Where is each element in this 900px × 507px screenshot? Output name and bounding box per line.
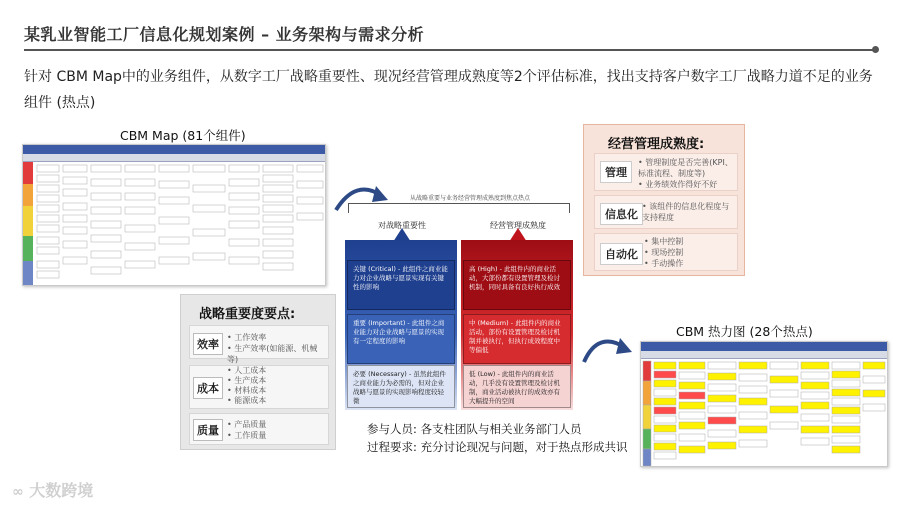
heatmap-thumbnail [640, 341, 888, 467]
matrix-left-head: 对战略重要性 [378, 221, 426, 230]
strategy-item: 人工成本 [234, 366, 267, 375]
maturity-item: 该组件的信息化程度与支持程度 [642, 202, 730, 222]
maturity-items-automation: • 集中控制 • 现场控制 • 手动操作 [644, 237, 684, 268]
matrix-cell-important: 重要 (Important) - 此组件之商业能力对企业战略与愿景的实现有一定程度的影响 [347, 314, 455, 364]
strategy-label-efficiency: 效率 [193, 333, 223, 355]
page-title: 某乳业智能工厂信息化规划案例 – 业务架构与需求分析 [24, 25, 425, 44]
cbm-map-grid [23, 145, 326, 286]
heatmap-grid [641, 342, 888, 467]
process-notes [367, 420, 628, 456]
maturity-label-management: 管理 [600, 161, 632, 183]
maturity-item: 业务绩效作得好不好 [645, 180, 718, 189]
maturity-heading: 经营管理成熟度: [608, 137, 705, 152]
strategy-label-cost: 成本 [193, 377, 223, 399]
cbm-map-thumbnail [22, 144, 326, 286]
cbm-map-title: CBM Map (81个组件) [120, 128, 246, 143]
participants-note: 参与人员: 各支柱团队与相关业务部门人员 [367, 422, 582, 436]
matrix-cell-low: 低 (Low) - 此组件内的商业活动，几乎没有设置管理及检讨机制，商业活动被执行的成效亦有大幅提升的空间 [463, 365, 571, 408]
strategy-items-efficiency: • 工作效率 • 生产效率(如能源、机械等) [227, 333, 318, 364]
watermark-logo: ∞ 大数跨境 [12, 481, 94, 500]
maturity-item: 手动操作 [651, 259, 684, 268]
strategy-label-quality: 质量 [193, 419, 223, 441]
maturity-label-automation: 自动化 [600, 243, 643, 265]
watermark-text: 大数跨境 [29, 481, 94, 500]
matrix-right-head: 经营管理成熟度 [490, 221, 546, 230]
matrix-caption: 从战略重要与业务经营管理成熟度到焦点热点 [409, 195, 530, 202]
strategy-items-quality: • 产品质量 • 工作质量 [227, 420, 267, 440]
maturity-item: 管理制度是否完善(KPI、标准流程、制度等) [638, 158, 733, 178]
strategy-item: 生产成本 [234, 376, 267, 385]
strategy-items-cost: • 人工成本 • 生产成本 • 材料成本 • 能源成本 [227, 366, 267, 405]
strategy-item: 产品质量 [234, 420, 267, 429]
maturity-items-management: • 管理制度是否完善(KPI、标准流程、制度等) • 业务绩效作得好不好 [638, 158, 733, 189]
intro-text: 针对 CBM Map中的业务组件，从数字工厂战略重要性、现况经营管理成熟度等2个评估标准，找出支持客户数字工厂战略力道不足的业务组件 (热点) [24, 69, 873, 111]
strategy-item: 工作效率 [234, 333, 267, 342]
maturity-item: 集中控制 [651, 237, 684, 246]
heatmap-title: CBM 热力图 (28个热点) [676, 324, 813, 339]
matrix-cell-medium: 中 (Medium) - 此组件内的商业活动，部份有设置管理及检讨机制并被执行，但执行成效程度中等偏低 [463, 314, 571, 364]
title-divider [24, 49, 876, 51]
maturity-label-it: 信息化 [600, 203, 643, 225]
strategy-item: 材料成本 [234, 386, 267, 395]
matrix-cell-necessary: 必要 (Necessary) - 虽然此组件之商业能力为必需的，但对企业战略与愿景的实现影响程度较轻微 [347, 365, 455, 408]
strategy-heading: 战略重要度要点: [199, 307, 296, 322]
maturity-panel [583, 124, 745, 276]
strategy-panel [180, 294, 336, 450]
matrix-cell-critical: 关键 (Critical) - 此组件之商业能力对企业战略与愿景实现有关键性的影响 [347, 260, 455, 310]
strategy-item: 能源成本 [234, 396, 267, 405]
curved-arrow-icon [578, 328, 634, 372]
maturity-items-it: • 该组件的信息化程度与支持程度 [642, 202, 730, 222]
maturity-item: 现场控制 [651, 248, 684, 257]
strategy-item: 生产效率(如能源、机械等) [227, 344, 318, 364]
strategy-item: 工作质量 [234, 431, 267, 440]
matrix-bracket [348, 203, 570, 213]
matrix-cell-high: 高 (High) - 此组件内的商业活动，大部份都有设置管理及检讨机制，同时具备有良好执行成效 [463, 260, 571, 310]
process-note: 过程要求: 充分讨论现况与问题，对于热点形成共识 [367, 440, 628, 454]
